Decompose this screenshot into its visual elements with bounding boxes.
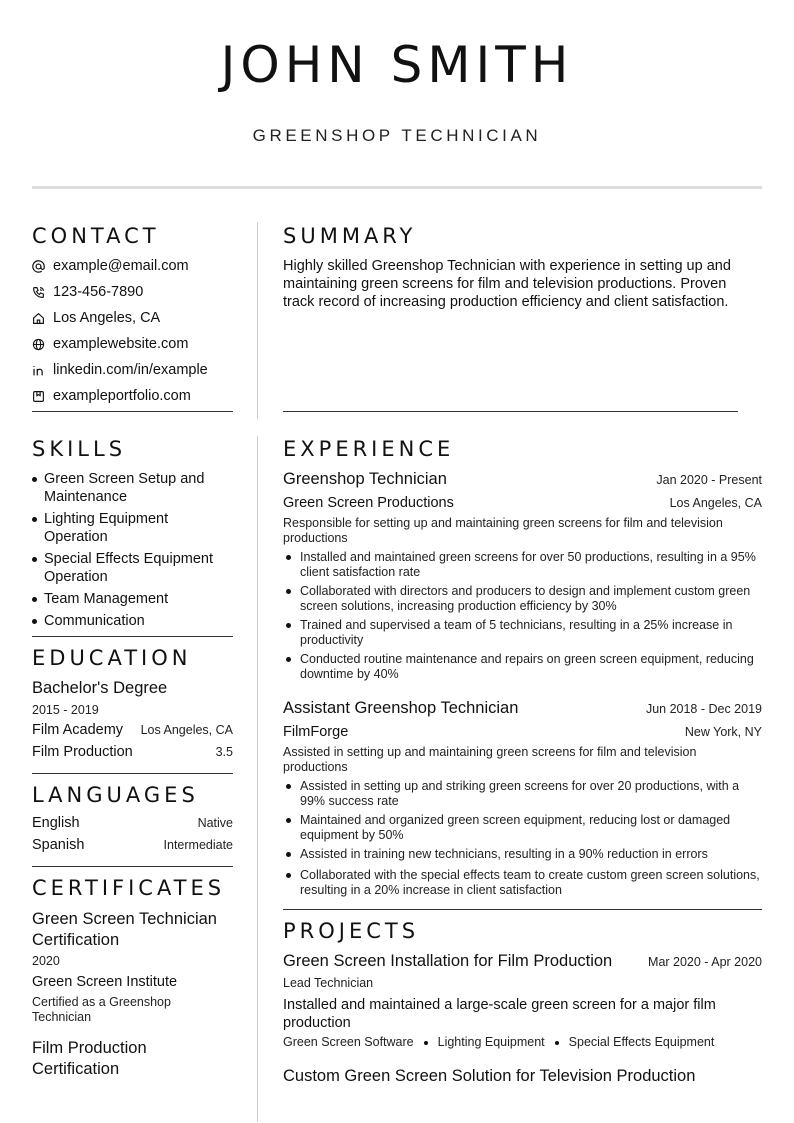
bullet-dot <box>32 557 37 562</box>
skill-item: Communication <box>32 612 233 630</box>
project-role: Lead Technician <box>283 976 374 990</box>
language-row <box>32 815 233 831</box>
contact-location <box>32 308 160 328</box>
contact-phone[interactable] <box>32 282 143 302</box>
certificates-heading: CERTIFICATES <box>32 876 226 900</box>
bullet-dot <box>32 477 37 482</box>
skill-item: Special Effects Equipment Operation <box>32 550 233 586</box>
job-bullet: Trained and supervised a team of 5 technicians, resulting in a 25% increase in productivity <box>283 618 762 648</box>
certificate-issuer: Green Screen Institute <box>32 974 178 990</box>
bullet-dot <box>286 623 291 628</box>
bullet-dot <box>32 517 37 522</box>
bullet-dot <box>32 597 37 602</box>
project-tag: Green Screen Software <box>283 1035 414 1049</box>
contact-portfolio-text: exampleportfolio.com <box>53 388 191 404</box>
contact-portfolio[interactable] <box>32 386 191 406</box>
education-degree: Bachelor's Degree <box>32 679 168 697</box>
project-dates: Mar 2020 - Apr 2020 <box>648 955 762 969</box>
bullet-dot <box>32 619 37 624</box>
summary-divider <box>283 411 738 412</box>
skill-item: Lighting Equipment Operation <box>32 510 233 546</box>
experience-divider <box>283 909 762 910</box>
job-bullet: Collaborated with directors and producers to design and implement custom green screen solutions, increasing production efficiency by 30% <box>283 584 762 614</box>
job-company: FilmForge <box>283 724 349 740</box>
education-field: Film Production <box>32 744 133 760</box>
contact-website-text: examplewebsite.com <box>53 336 189 352</box>
language-level: Intermediate <box>163 838 233 852</box>
project-tag: Lighting Equipment <box>437 1035 545 1049</box>
project-description: Installed and maintained a large-scale green screen for a major film production <box>283 997 716 1031</box>
job-bullet: Installed and maintained green screens for over 50 productions, resulting in a 95% client satisfaction rate <box>283 550 762 580</box>
phone-icon <box>32 286 45 299</box>
job-header <box>283 470 762 489</box>
education-location: Los Angeles, CA <box>140 723 233 737</box>
summary-text: Highly skilled Greenshop Technician with experience in setting up and maintaining green screens for film and television productions. Proven track record of increasing production efficiency and client satisfaction. <box>283 258 731 310</box>
education-dates: 2015 - 2019 <box>32 703 99 717</box>
job-description: Assisted in setting up and maintaining green screens for film and television productions <box>283 745 697 774</box>
contact-linkedin[interactable] <box>32 360 208 380</box>
bullet-dot <box>286 873 291 878</box>
summary-heading: SUMMARY <box>283 224 417 248</box>
job-bullet: Assisted in training new technicians, resulting in a 90% reduction in errors <box>283 847 762 862</box>
bullet-dot <box>286 555 291 560</box>
project-header <box>283 952 762 971</box>
job-company-row <box>283 724 762 740</box>
job-bullet: Maintained and organized green screen equipment, reducing lost or damaged equipment by 50% <box>283 813 762 843</box>
contact-heading: CONTACT <box>32 224 160 248</box>
project-tags <box>283 1035 762 1049</box>
column-divider-top <box>257 222 258 419</box>
home-icon <box>32 312 45 325</box>
bullet-dot <box>286 589 291 594</box>
job-bullet: Collaborated with the special effects team to create custom green screen solutions, resulting in a 20% increase in client satisfaction <box>283 868 762 898</box>
education-heading: EDUCATION <box>32 646 192 670</box>
contact-phone-text: 123-456-7890 <box>53 284 144 300</box>
job-role: Greenshop Technician <box>283 470 447 488</box>
language-name: Spanish <box>32 837 85 853</box>
contact-linkedin-text: linkedin.com/in/example <box>53 362 208 378</box>
skill-item: Team Management <box>32 590 233 608</box>
job-dates: Jan 2020 - Present <box>656 473 762 487</box>
job-bullet: Assisted in setting up and striking green screens for over 20 productions, with a 99% success rate <box>283 779 762 809</box>
education-school: Film Academy <box>32 722 124 738</box>
language-level: Native <box>197 816 233 830</box>
certificate-title: Film Production Certification <box>32 1039 147 1078</box>
contact-divider <box>32 411 233 412</box>
job-bullet: Conducted routine maintenance and repairs on green screen equipment, reducing downtime by 40% <box>283 652 762 682</box>
job-company: Green Screen Productions <box>283 495 454 511</box>
bullet-dot <box>286 784 291 789</box>
education-gpa: 3.5 <box>215 745 233 759</box>
contact-email-text: example@email.com <box>53 258 189 274</box>
education-field-row <box>32 744 233 760</box>
project-title: Custom Green Screen Solution for Television Production <box>283 1067 696 1085</box>
contact-email[interactable] <box>32 256 189 276</box>
experience-heading: EXPERIENCE <box>283 437 455 461</box>
job-description: Responsible for setting up and maintaining green screens for film and television productions <box>283 516 723 545</box>
candidate-name: JOHN SMITH <box>220 36 574 94</box>
contact-location-text: Los Angeles, CA <box>53 310 161 326</box>
tag-separator-dot <box>555 1041 559 1045</box>
certificate-title: Green Screen Technician Certification <box>32 910 217 949</box>
languages-heading: LANGUAGES <box>32 783 199 807</box>
education-school-row <box>32 722 233 738</box>
contact-website[interactable] <box>32 334 188 354</box>
job-header <box>283 699 762 718</box>
job-role: Assistant Greenshop Technician <box>283 699 519 717</box>
certificate-description: Certified as a Greenshop Technician <box>32 995 171 1024</box>
resume-header <box>0 0 794 192</box>
certificate-year: 2020 <box>32 954 60 968</box>
column-divider-main <box>257 436 258 1122</box>
globe-icon <box>32 338 45 351</box>
project-tag: Special Effects Equipment <box>568 1035 715 1049</box>
language-name: English <box>32 815 80 831</box>
at-sign-icon <box>32 260 45 273</box>
candidate-title: GREENSHOP TECHNICIAN <box>252 126 542 145</box>
bullet-dot <box>286 657 291 662</box>
education-divider <box>32 773 233 774</box>
skill-item: Green Screen Setup and Maintenance <box>32 470 233 506</box>
bullet-dot <box>286 818 291 823</box>
job-company-row <box>283 495 762 511</box>
bullet-dot <box>286 852 291 857</box>
skills-heading: SKILLS <box>32 437 127 461</box>
linkedin-icon <box>32 364 45 377</box>
job-location: Los Angeles, CA <box>669 496 762 510</box>
languages-divider <box>32 866 233 867</box>
projects-heading: PROJECTS <box>283 919 420 943</box>
language-row <box>32 837 233 853</box>
job-location: New York, NY <box>684 725 762 739</box>
project-title: Green Screen Installation for Film Production <box>283 952 613 970</box>
tag-separator-dot <box>424 1041 428 1045</box>
skills-divider <box>32 636 233 637</box>
portfolio-icon <box>32 390 45 403</box>
header-divider <box>32 186 762 189</box>
job-dates: Jun 2018 - Dec 2019 <box>645 702 762 716</box>
